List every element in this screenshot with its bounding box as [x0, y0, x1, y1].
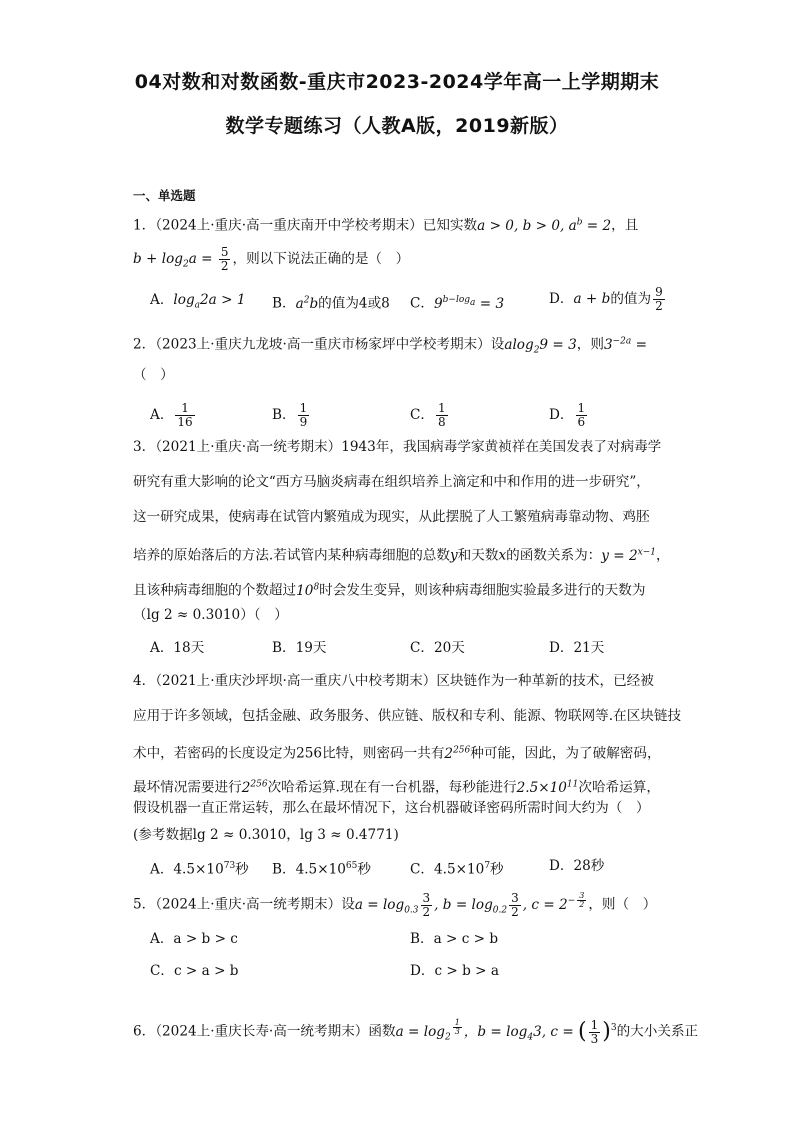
q5-option-c: C．c > a > b	[150, 963, 239, 979]
q3-option-a: A．18天	[150, 640, 205, 656]
q2-line2: （ ）	[133, 367, 174, 383]
q2-option-c: C． $\frac{1}{8}$	[410, 401, 446, 429]
q3-line1: 3．（2021上·重庆·高一统考期末）1943年，我国病毒学家黄祯祥在美国发表了对病毒学	[133, 439, 662, 455]
q4-line3: 术中，若密码的长度设定为256比特，则密码一共有$2^{256}$种可能，因此，为了破解密码，	[133, 745, 661, 762]
q4-option-c: C．$4.5\times 10^7$秒	[410, 861, 504, 878]
q4-line4: 最坏情况需要进行$2^{256}$次哈希运算.现在有一台机器，每秒能进行$2.5\times 10^{11}$次哈希运算，	[133, 779, 660, 796]
q5-option-d: D．c > b > a	[410, 963, 499, 979]
q3-line3: 这一研究成果，使病毒在试管内繁殖成为现实，从此摆脱了人工繁殖病毒靠动物、鸡胚	[133, 509, 650, 525]
q1-option-b: B．$a^2b$的值为4或8	[272, 295, 390, 312]
q2-option-a: A． $\frac{1}{16}$	[150, 401, 193, 429]
q4-option-d: D．28秒	[549, 858, 605, 874]
q5-option-a: A．a > b > c	[150, 931, 238, 947]
q3-option-b: B．19天	[272, 640, 327, 656]
q3-line4: 培养的原始落后的方法.若试管内某种病毒细胞的总数y和天数x的函数关系为：$y = 2^{x-1}$，	[133, 547, 670, 564]
q3-line2: 研究有重大影响的论文“西方马脑炎病毒在组织培养上滴定和中和作用的进一步研究”，	[133, 474, 650, 490]
page-title-line2: 数学专题练习（人教A版，2019新版）	[225, 115, 569, 137]
q5-line1: 5．（2024上·重庆·高一统考期末）设$a = \log_{0.3}$ $\frac{3}{2}$ , $b = \log_{0.2}$ $\frac{3}{2}$ , $c = 2^{- \frac{3}{2}}$ ，则（ ）	[133, 890, 657, 919]
q2-option-d: D． $\frac{1}{6}$	[549, 401, 586, 429]
q1-line2: $b + \log_2a$ = $\frac{5}{2}$ ，则以下说法正确的是（ ）	[133, 245, 410, 273]
q1-option-c: C．$9^{b-log_a} = 3$	[410, 295, 505, 312]
q6-line1: 6．（2024上·重庆长寿·高一统考期末）函数$a = \log_2$ $^{\frac{1}{3}}$ ，$b = \log_43$, c = ( $\frac{1}{3}$ )$^3$的大小关系正	[133, 1017, 699, 1046]
page-title-line1: 04对数和对数函数-重庆市2023-2024学年高一上学期期末	[134, 71, 660, 93]
section-heading: 一、单选题	[133, 188, 196, 203]
q4-line2: 应用于许多领域，包括金融、政务服务、供应链、版权和专利、能源、物联网等.在区块链技	[133, 708, 682, 724]
q4-line5: 假设机器一直正常运转，那么在最坏情况下，这台机器破译密码所需时间大约为（ ）	[133, 800, 650, 816]
q5-option-b: B．a > c > b	[410, 931, 499, 947]
q3-line6: （lg 2 ≈ 0.3010）（ ）	[133, 607, 288, 623]
q1-option-d: D．a + b的值为 $\frac{9}{2}$	[549, 285, 663, 313]
q2-option-b: B． $\frac{1}{9}$	[272, 401, 308, 429]
q1-line1: 1．（2024上·重庆·高一重庆南开中学校考期末）已知实数a > 0, b > 0, $a^b = 2$，且	[133, 217, 639, 234]
q4-line1: 4．（2021上·重庆沙坪坝·高一重庆八中校考期末）区块链作为一种革新的技术，已经被	[133, 673, 654, 689]
q3-option-d: D．21天	[549, 640, 605, 656]
q3-line5: 且该种病毒细胞的个数超过$10^8$时会发生变异，则该种病毒细胞实验最多进行的天数为	[133, 582, 646, 599]
q4-option-a: A．$4.5\times 10^{73}$秒	[150, 861, 249, 878]
q4-option-b: B．$4.5\times 10^{65}$秒	[272, 861, 371, 878]
q3-option-c: C．20天	[410, 640, 465, 656]
q2-line1: 2．（2023上·重庆九龙坡·高一重庆市杨家坪中学校考期末）设alog$_2$9 = 3，则$3^{-2a}$ =	[133, 336, 647, 356]
q4-line6: (参考数据lg 2 ≈ 0.3010，lg 3 ≈ 0.4771)	[133, 827, 399, 843]
q1-fraction: $\frac{5}{2}$	[220, 245, 229, 273]
q1-option-a: A．$\log_a2a > 1$	[150, 292, 246, 311]
q1-d-fraction: $\frac{9}{2}$	[655, 285, 663, 313]
